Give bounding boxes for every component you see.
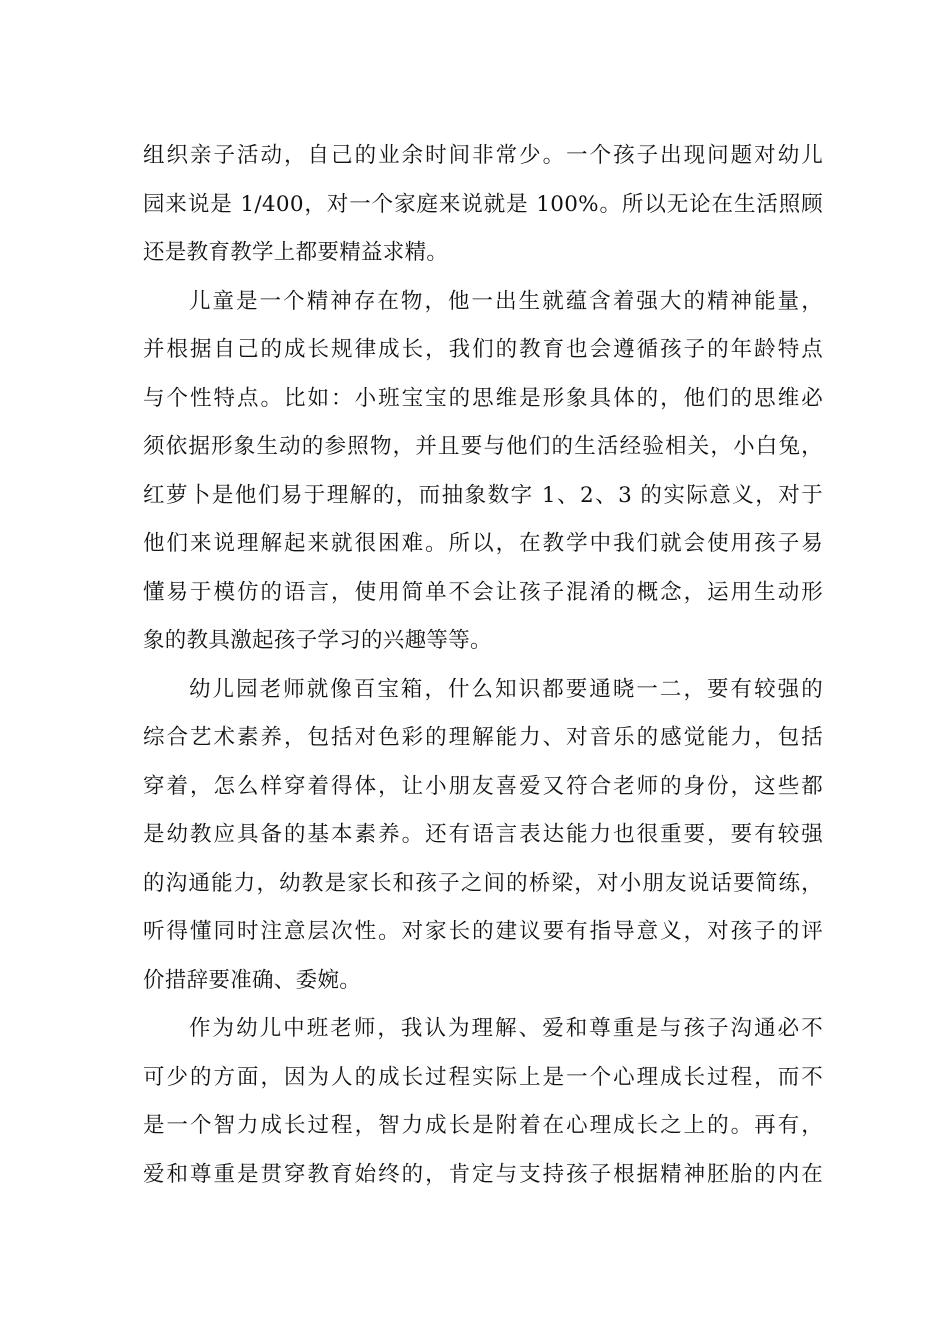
text-line: 园来说是 1/400，对一个家庭来说就是 100%。所以无论在生活照顾 xyxy=(143,191,823,217)
text-line: 可少的方面，因为人的成长过程实际上是一个心理成长过程，而不 xyxy=(143,1064,823,1090)
text-line: 爱和尊重是贯穿教育始终的，肯定与支持孩子根据精神胚胎的内在 xyxy=(143,1161,823,1187)
body-text xyxy=(143,132,823,1199)
text-line: 儿童是一个精神存在物，他一出生就蕴含着强大的精神能量， xyxy=(189,288,823,314)
text-line: 是幼教应具备的基本素养。还有语言表达能力也很重要，要有较强 xyxy=(143,822,823,847)
text-line: 组织亲子活动，自己的业余时间非常少。一个孩子出现问题对幼儿 xyxy=(143,143,823,168)
text-line: 象的教具激起孩子学习的兴趣等等。 xyxy=(143,628,492,653)
text-line: 他们来说理解起来就很困难。所以，在教学中我们就会使用孩子易 xyxy=(143,531,823,556)
text-line: 穿着，怎么样穿着得体，让小朋友喜爱又符合老师的身份，这些都 xyxy=(143,773,823,799)
text-line: 并根据自己的成长规律成长，我们的教育也会遵循孩子的年龄特点 xyxy=(143,337,823,362)
text-line: 是一个智力成长过程，智力成长是附着在心理成长之上的。再有， xyxy=(143,1113,823,1138)
text-line: 的沟通能力，幼教是家长和孩子之间的桥梁，对小朋友说话要简练， xyxy=(143,870,823,896)
text-line: 还是教育教学上都要精益求精。 xyxy=(143,240,449,265)
text-line: 红萝卜是他们易于理解的，而抽象数字 1、2、3 的实际意义，对于 xyxy=(143,482,823,508)
text-line: 听得懂同时注意层次性。对家长的建议要有指导意义，对孩子的评 xyxy=(143,919,823,944)
text-line: 与个性特点。比如：小班宝宝的思维是形象具体的，他们的思维必 xyxy=(143,385,823,411)
text-line: 幼儿园老师就像百宝箱，什么知识都要通晓一二，要有较强的 xyxy=(189,676,823,702)
text-line: 懂易于模仿的语言，使用简单不会让孩子混淆的概念，运用生动形 xyxy=(143,579,823,605)
text-line: 综合艺术素养，包括对色彩的理解能力、对音乐的感觉能力，包括 xyxy=(143,725,823,750)
text-line: 须依据形象生动的参照物，并且要与他们的生活经验相关，小白兔， xyxy=(143,434,823,459)
text-line: 价措辞要准确、委婉。 xyxy=(143,967,362,993)
text-line: 作为幼儿中班老师，我认为理解、爱和尊重是与孩子沟通必不 xyxy=(189,1016,823,1041)
